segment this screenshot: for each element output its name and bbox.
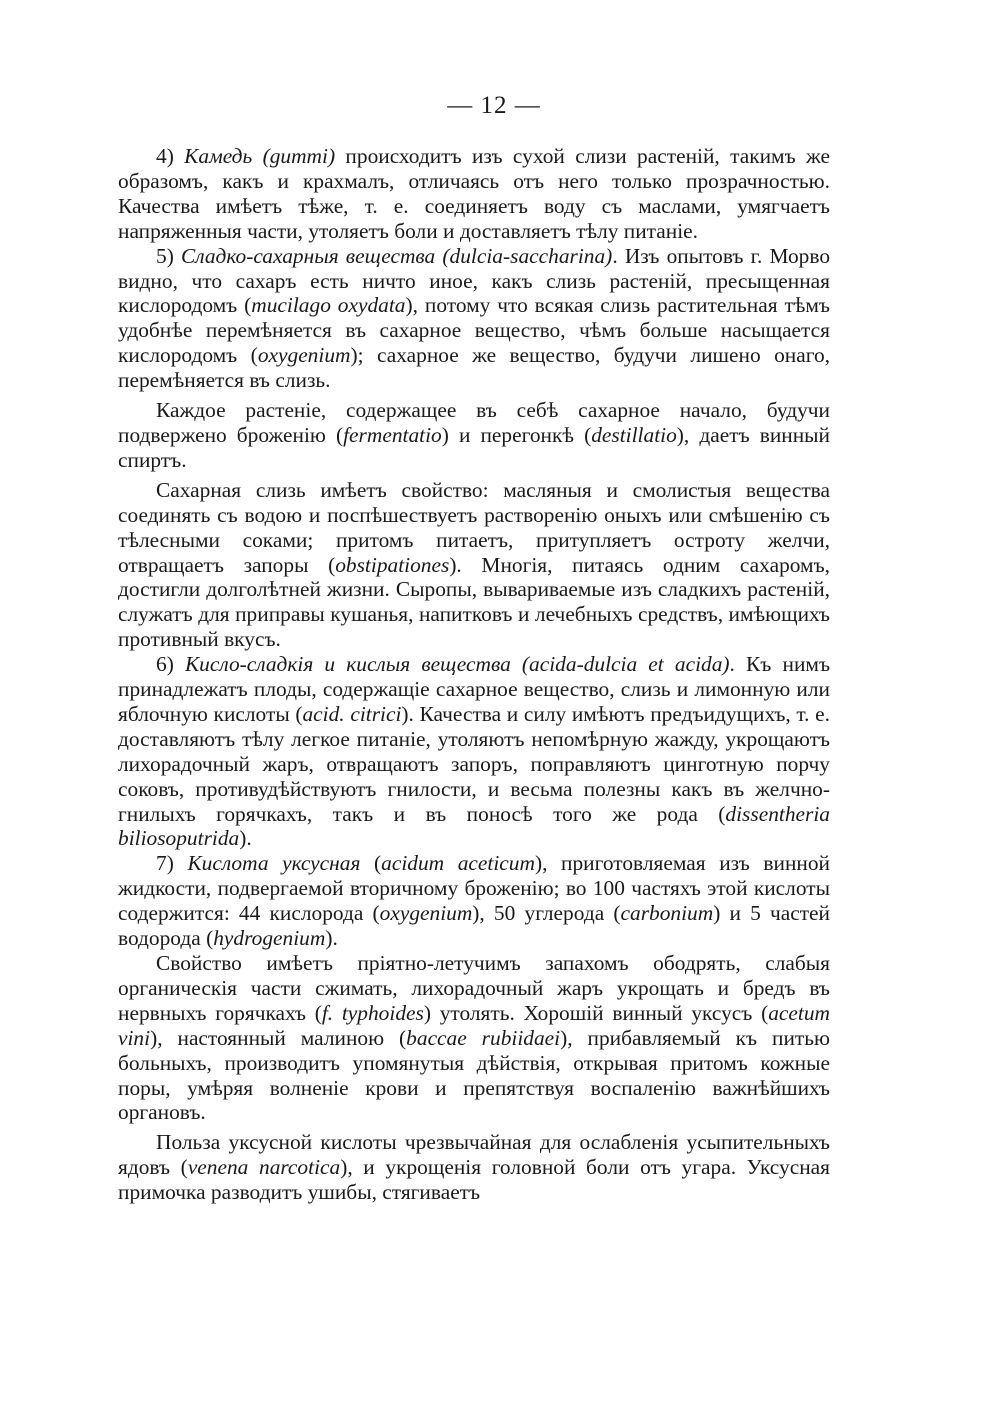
italic-run: Кисло-сладкія и кислыя вещества (acida-dulcia et acida): [184, 652, 730, 677]
text-run: происходитъ изъ сухой слизи растеній, такимъ же образомъ, какъ и крахмалъ, отличаясь отъ него только прозрачностью. Качества имѣетъ тѣже, т. е. соединяетъ воду съ маслами, умягчаетъ напряженныя части, утоляетъ боли и доставляетъ тѣлу питаніе.: [118, 144, 830, 243]
text-run: ).: [325, 926, 338, 951]
italic-run: Кислота уксусная: [187, 851, 361, 876]
italic-run: carbonium: [620, 901, 714, 926]
text-run: Свойство имѣетъ пріятно-летучимъ запахомъ ободрять, слабыя органическія части сжимать, лихорадочный жаръ укрощать и бредъ въ нервныхъ горячкахъ (: [118, 951, 830, 1025]
text-run: ), потому что всякая слизь растительная тѣмъ удобнѣе перемѣняется въ сахарное вещество, чѣмъ больше насыщается кислородомъ (: [118, 293, 830, 368]
text-run: ) и 5 частей водорода (: [118, 901, 830, 951]
text-run: ) и перегонкѣ (: [441, 422, 592, 447]
text-run: ), прибавляемый къ питью больныхъ, производитъ упомянутыя дѣйствія, открывая притомъ кожные поры, умѣряя волненіе крови и препятствуя воспаленію важнѣйшихъ органовъ.: [118, 1025, 831, 1125]
italic-run: Сладко-сахарныя вещества (dulcia-saccharina): [180, 243, 613, 268]
text-run: ); сахарное же вещество, будучи лишено онаго, перемѣняется въ слизь.: [118, 343, 831, 393]
italic-run: dissentheria biliosoputrida: [118, 801, 830, 851]
italic-run: fermentatio: [343, 422, 442, 447]
paragraph-vinegar-properties: [118, 951, 830, 1125]
paragraph-acetic-acid: [118, 851, 830, 951]
book-page: [118, 92, 830, 1205]
text-run: (: [360, 851, 382, 876]
text-run: ), даетъ винный спиртъ.: [118, 422, 830, 472]
italic-run: destillatio: [591, 422, 677, 447]
italic-run: oxygenium: [379, 901, 473, 926]
italic-run: mucilago oxydata: [251, 293, 406, 318]
italic-run: venena narcotica: [187, 1155, 341, 1180]
italic-run: baccae rubiidaei: [406, 1025, 561, 1050]
paragraph-vinegar-use: [118, 1130, 830, 1205]
text-run: . Изъ опытовъ г. Морво видно, что сахаръ есть ничто иное, какъ слизь растеній, пресыщенная кислородомъ (: [118, 243, 831, 318]
paragraph-dulcia: [118, 244, 830, 393]
italic-run: obstipationes: [335, 552, 450, 577]
text-run: Каждое растеніе, содержащее въ себѣ сахарное начало, будучи подвержено броженію (: [118, 398, 830, 447]
text-run: ). Качества и силу имѣютъ предъидущихъ, т. е. доставляютъ тѣлу легкое питаніе, утоляютъ непомѣрную жажду, укрощаютъ лихорадочный жаръ, отвращаютъ запоръ, поправляютъ цинготную порчу соковъ, противудѣйствуютъ гнилости, и весьма полезны какъ въ желчно-гнилыхъ горячкахъ, такъ и въ поносѣ того же рода (: [118, 701, 831, 826]
italic-run: oxygenium: [257, 343, 351, 368]
text-run: ), 50 углерода (: [472, 901, 621, 926]
text-run: 4): [156, 144, 185, 168]
text-run: 6): [156, 652, 185, 677]
italic-run: hydrogenium: [213, 926, 326, 951]
paragraph-gummi: [118, 144, 830, 244]
text-run: Сахарная слизь имѣетъ свойство: масляныя и смолистыя вещества соединять съ водою и поспѣшествуетъ растворенію оныхъ или смѣшенію съ тѣлесными соками; притомъ питаетъ, притупляетъ остроту желчи, отвращаетъ запоры (: [118, 477, 830, 577]
text-run: ), и укрощенія головной боли отъ угара. Уксусная примочка разводитъ ушибы, стягиваетъ: [118, 1155, 830, 1205]
text-run: 5): [156, 243, 181, 268]
text-run: 7): [156, 851, 188, 876]
page-number: — 12 —: [447, 92, 541, 119]
text-run: ) утолять. Хорошій винный уксусъ (: [423, 1000, 769, 1025]
text-run: ), настоянный малиною (: [150, 1025, 407, 1050]
paragraph-acida: [118, 652, 830, 851]
text-run: ), приготовляемая изъ винной жидкости, подвергаемой вторичному броженію; во 100 частяхъ этой кислоты содержится: 44 кислорода (: [118, 851, 830, 926]
paragraph-sugar-mucus: [118, 478, 830, 652]
italic-run: acidum aceticum: [381, 851, 535, 876]
italic-run: Камедь (gummi): [184, 144, 336, 168]
text-run: . Къ нимъ принадлежатъ плоды, содержащіе сахарное вещество, слизь и лимонную или яблочную кислоты (: [118, 652, 831, 726]
italic-run: acetum vini: [118, 1000, 830, 1050]
text-run: ). Многія, питаясь одним сахаромъ, достигли долголѣтней жизни. Сыропы, вывариваемые изъ сладкихъ растеній, служатъ для приправы кушанья, напитковъ и лечебныхъ средствъ, имѣющихъ противный вкусъ.: [118, 552, 831, 652]
italic-run: acid. citrici: [302, 701, 402, 726]
text-run: Польза уксусной кислоты чрезвычайная для ослабленія усыпительныхъ ядовъ (: [118, 1130, 830, 1180]
italic-run: f. typhoides: [321, 1000, 424, 1025]
paragraph-fermentation: [118, 398, 830, 473]
text-run: ).: [239, 826, 252, 851]
